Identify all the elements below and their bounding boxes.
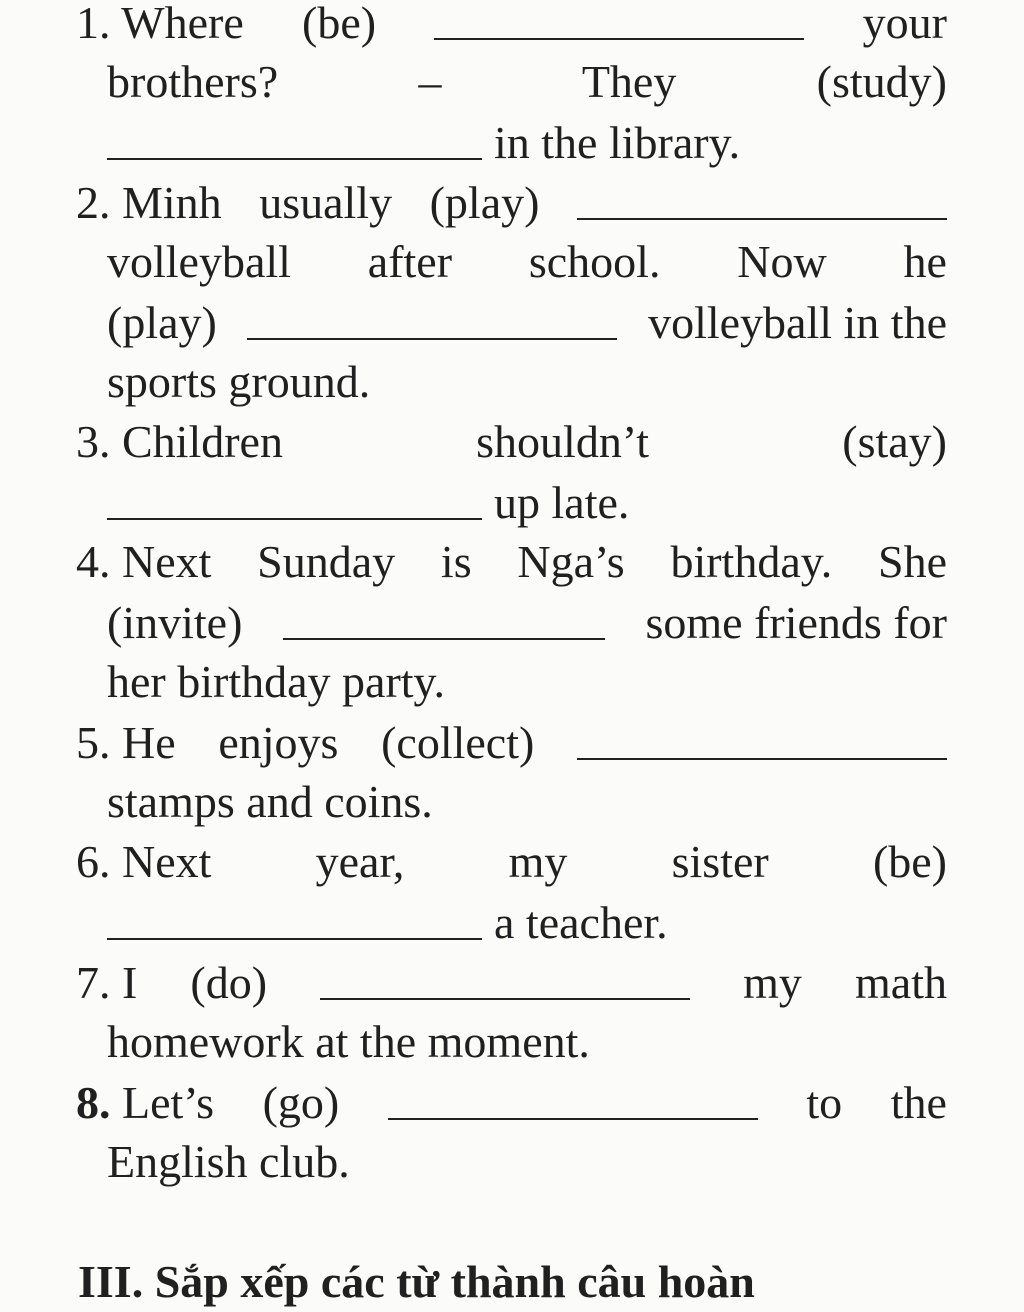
item-5-number-and-subject [76,713,176,773]
item-4-number-and-subject [76,532,211,592]
word: he [903,236,947,287]
word: my [743,957,802,1008]
verb-hint: (do) [190,957,268,1008]
verb-hint: (collect) [381,717,535,768]
verb-hint: (play) [429,177,540,228]
word: volleyball [107,236,291,287]
item-4-line-1 [76,532,947,592]
word: after [367,236,453,287]
word: Where [121,0,244,48]
verb-hint: (go) [262,1077,340,1128]
answer-blank[interactable] [577,174,947,220]
item-6-line-1 [76,832,947,892]
text: her birthday party. [107,656,446,707]
item-number: 8. [76,1077,111,1128]
item-number: 4. [76,536,111,587]
answer-blank[interactable] [577,714,947,760]
text: some friends for [645,597,947,648]
word: He [122,717,176,768]
item-number: 3. [76,416,111,467]
word: Sunday [257,536,396,587]
item-2-line-2 [107,232,947,292]
word: Children [122,416,283,467]
item-6-line-2 [107,892,947,952]
word: I [122,957,138,1008]
text: stamps and coins. [107,776,433,827]
item-1-line-3 [107,112,947,172]
answer-blank[interactable] [107,114,482,160]
text: a teacher. [494,897,668,948]
item-5-line-1 [76,712,947,772]
item-2-line-3 [107,292,947,352]
text: homework at the moment. [107,1016,590,1067]
word: sister [671,836,769,887]
text: volleyball in the [648,297,947,348]
item-3-number-and-subject [76,412,283,472]
item-1-line-2 [107,52,947,112]
text: up late. [494,477,630,528]
answer-blank[interactable] [247,294,617,340]
text: English club. [107,1136,350,1187]
item-1-number-and-subject [76,0,244,53]
word: school. [528,236,661,287]
word: shouldn’t [476,416,650,467]
item-number: 6. [76,836,111,887]
item-2-number-and-subject [76,173,222,233]
item-number: 5. [76,717,111,768]
item-1-line-1 [76,0,947,52]
verb-hint: (invite) [107,597,243,648]
dash: – [418,56,442,107]
item-2-line-4 [107,352,947,412]
text: sports ground. [107,356,371,407]
answer-blank[interactable] [320,954,690,1000]
item-8-line-1 [76,1072,947,1132]
item-3-line-1 [76,412,947,472]
item-8-number-and-subject [76,1073,214,1133]
verb-hint: (play) [107,297,217,348]
word: Nga’s [517,536,625,587]
verb-hint: (be) [872,836,947,887]
answer-blank[interactable] [283,594,605,640]
word: your [862,0,947,48]
item-7-line-2 [107,1012,947,1072]
item-number: 1. [76,0,111,48]
verb-hint: (stay) [842,416,947,467]
item-4-line-3 [107,652,947,712]
word: They [581,56,677,107]
word: math [855,957,947,1008]
text: in the library. [494,117,741,168]
word: enjoys [218,717,339,768]
item-6-number-and-subject [76,832,211,892]
word: She [878,536,947,587]
item-7-line-1 [76,952,947,1012]
word: brothers? [107,56,279,107]
word: the [890,1077,947,1128]
word: Let’s [122,1077,214,1128]
verb-hint: (study) [816,56,947,107]
word: Next [122,536,212,587]
answer-blank[interactable] [388,1074,758,1120]
item-5-line-2 [107,772,947,832]
item-8-line-2 [107,1132,947,1192]
word: Next [122,836,212,887]
item-number: 2. [76,177,111,228]
verb-hint: (be) [302,0,377,48]
item-2-line-1 [76,172,947,232]
word: Minh [122,177,222,228]
next-section-heading: III. Sắp xếp các từ thành câu hoàn [78,1256,755,1307]
answer-blank[interactable] [107,894,482,940]
word: to [806,1077,843,1128]
word: year, [315,836,405,887]
answer-blank[interactable] [107,474,482,520]
word: my [508,836,568,887]
answer-blank[interactable] [434,0,804,40]
word: Now [737,236,827,287]
word: is [440,536,472,587]
item-3-line-2 [107,472,947,532]
item-4-line-2 [107,592,947,652]
item-7-number-and-subject [76,953,137,1013]
word: birthday. [670,536,833,587]
word: usually [259,177,393,228]
item-number: 7. [76,957,111,1008]
